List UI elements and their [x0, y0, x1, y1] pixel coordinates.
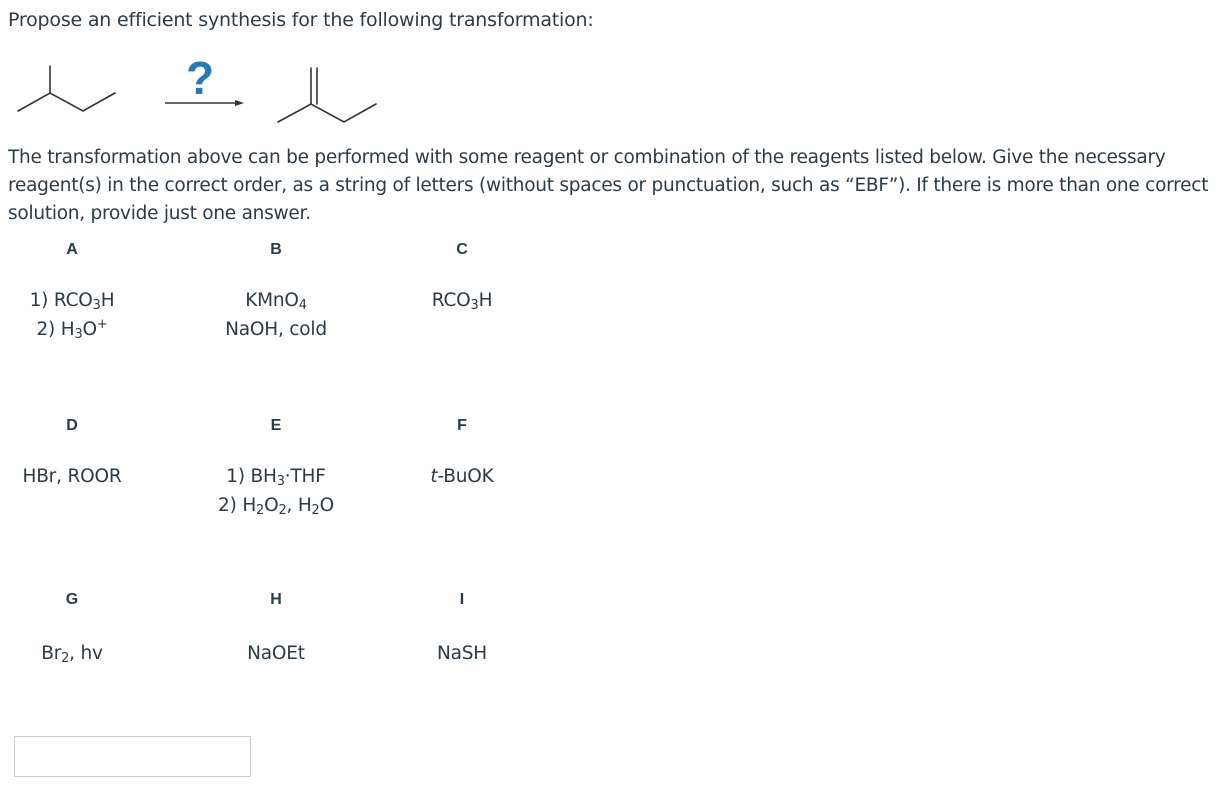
question-prompt: Propose an efficient synthesis for the following transformation: — [8, 9, 594, 31]
reagent-line: NaOH, cold — [225, 319, 327, 340]
reagent-line: $RCO_3H$ — [431, 290, 493, 314]
reaction-scheme — [0, 38, 400, 138]
reagent-label-c: C — [456, 241, 468, 258]
reagent-label-b: B — [270, 241, 282, 258]
reagent-line: HBr, ROOR — [22, 466, 122, 487]
question-mark-icon: ? — [185, 52, 215, 104]
starting-material-skeleton — [18, 66, 115, 111]
reagent-f — [342, 462, 582, 491]
reagent-i — [342, 639, 582, 668]
reagent-line: t-BuOK — [430, 466, 494, 487]
reagent-label-i: I — [459, 591, 465, 608]
reagent-line: NaOEt — [247, 643, 305, 664]
reagent-label-d: D — [66, 417, 78, 434]
reagent-line: 1) $BH_3\cdot THF$ — [226, 466, 326, 490]
reagent-label-a: A — [66, 241, 78, 258]
reagent-label-e: E — [270, 417, 282, 434]
instructions-text: The transformation above can be performed with some reagent or combination of the reagents listed below. Give the necessary reagent(s) in the correct order, as a string of letters (without spaces or punctuation, such as “EBF”). If there is more than one correct solution, provide just one answer. — [8, 147, 1209, 224]
reagent-line: 2) $H_2O_2$, $H_2O$ — [218, 495, 334, 519]
reagent-line: 2) $H_3O^+$ — [36, 316, 108, 343]
reagent-label-g: G — [65, 591, 79, 608]
reagent-line: NaSH — [436, 643, 488, 664]
reagent-label-f: F — [457, 417, 467, 434]
answer-input[interactable] — [14, 736, 251, 777]
reagent-c — [342, 286, 582, 315]
reagent-label-h: H — [270, 591, 282, 608]
reagent-line: $Br_2$, hv — [41, 643, 103, 667]
reagent-line: 1) $RCO_3H$ — [29, 290, 115, 314]
product-skeleton — [278, 68, 376, 122]
reagent-line: KMnO$_4$ — [245, 290, 307, 314]
